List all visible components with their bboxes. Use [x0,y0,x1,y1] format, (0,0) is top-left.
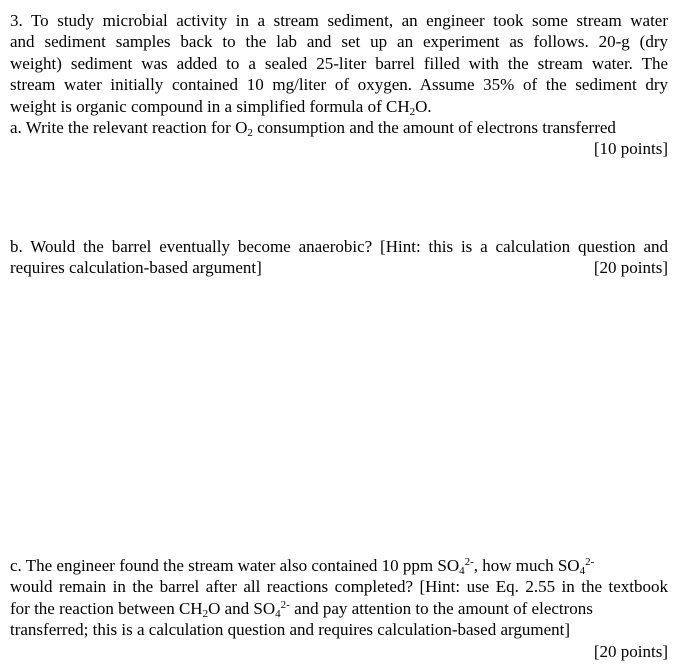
intro-line-3: weight) sediment was added to a sealed 25-liter barrel filled with the stream water. The [10,53,668,73]
intro-line-1: 3. To study microbial activity in a stream sediment, an engineer took some stream water [10,11,668,30]
formula-end: O. [415,96,432,116]
question-3-intro [10,10,668,160]
part-c-l1-sub2: 4 [579,565,586,577]
part-c-l1-mid: , how much SO [473,556,580,575]
question-3-part-b [10,236,668,279]
intro-line-2: and sediment samples back to the lab and set up an experiment as follows. 20-g (dry [10,32,668,52]
part-c-line-3 [10,598,668,619]
part-c-l3-sub: 2 [202,607,209,620]
part-b-line-2 [10,257,668,278]
part-c-l3-post: and pay attention to the amount of electrons [289,598,593,618]
part-b-line-1: b. Would the barrel eventually become anaerobic? [Hint: this is a calculation question and [10,237,668,256]
intro-line-5 [10,96,668,117]
part-a-question [10,117,668,138]
part-a-pre: a. Write the relevant reaction for O [10,118,248,138]
part-c-l1-pre: c. The engineer found the stream water also contained 10 ppm SO [10,556,460,575]
part-a-sub: 2 [247,127,253,140]
part-c-line-1 [10,555,668,576]
part-c-line-1-left [10,555,594,576]
intro-line-5-text: weight is organic compound in a simplified formula of CH [10,96,410,116]
part-c-line-2: would remain in the barrel after all reactions completed? [Hint: use Eq. 2.55 in the textbook [10,577,668,597]
part-c-line-4: transferred; this is a calculation question and requires calculation-based argument] [10,620,571,640]
part-c-l1-sup: 2- [464,556,474,568]
question-3-part-c [10,555,668,662]
part-c-l3-sub2: 4 [275,607,281,620]
part-c-l3-seg1 [10,598,593,619]
part-c-l1-sub: 4 [459,565,465,577]
part-c-points: [20 points] [593,641,668,661]
part-a-post: consumption and the amount of electrons transferred [252,118,616,138]
part-b-line-2-text: requires calculation-based argument] [10,258,262,278]
part-b-points: [20 points] [593,258,668,278]
part-c-l3-mid: O and SO [208,598,276,618]
intro-line-4: stream water initially contained 10 mg/liter of oxygen. Assume 35% of the sediment dry [10,75,668,95]
part-a-points: [10 points] [593,139,668,159]
formula-subscript: 2 [409,105,416,118]
part-c-l3-sup2: 2- [280,598,290,611]
part-c-l3-pre: for the reaction between CH [10,598,203,618]
part-c-l1-sup2: 2- [585,556,595,568]
